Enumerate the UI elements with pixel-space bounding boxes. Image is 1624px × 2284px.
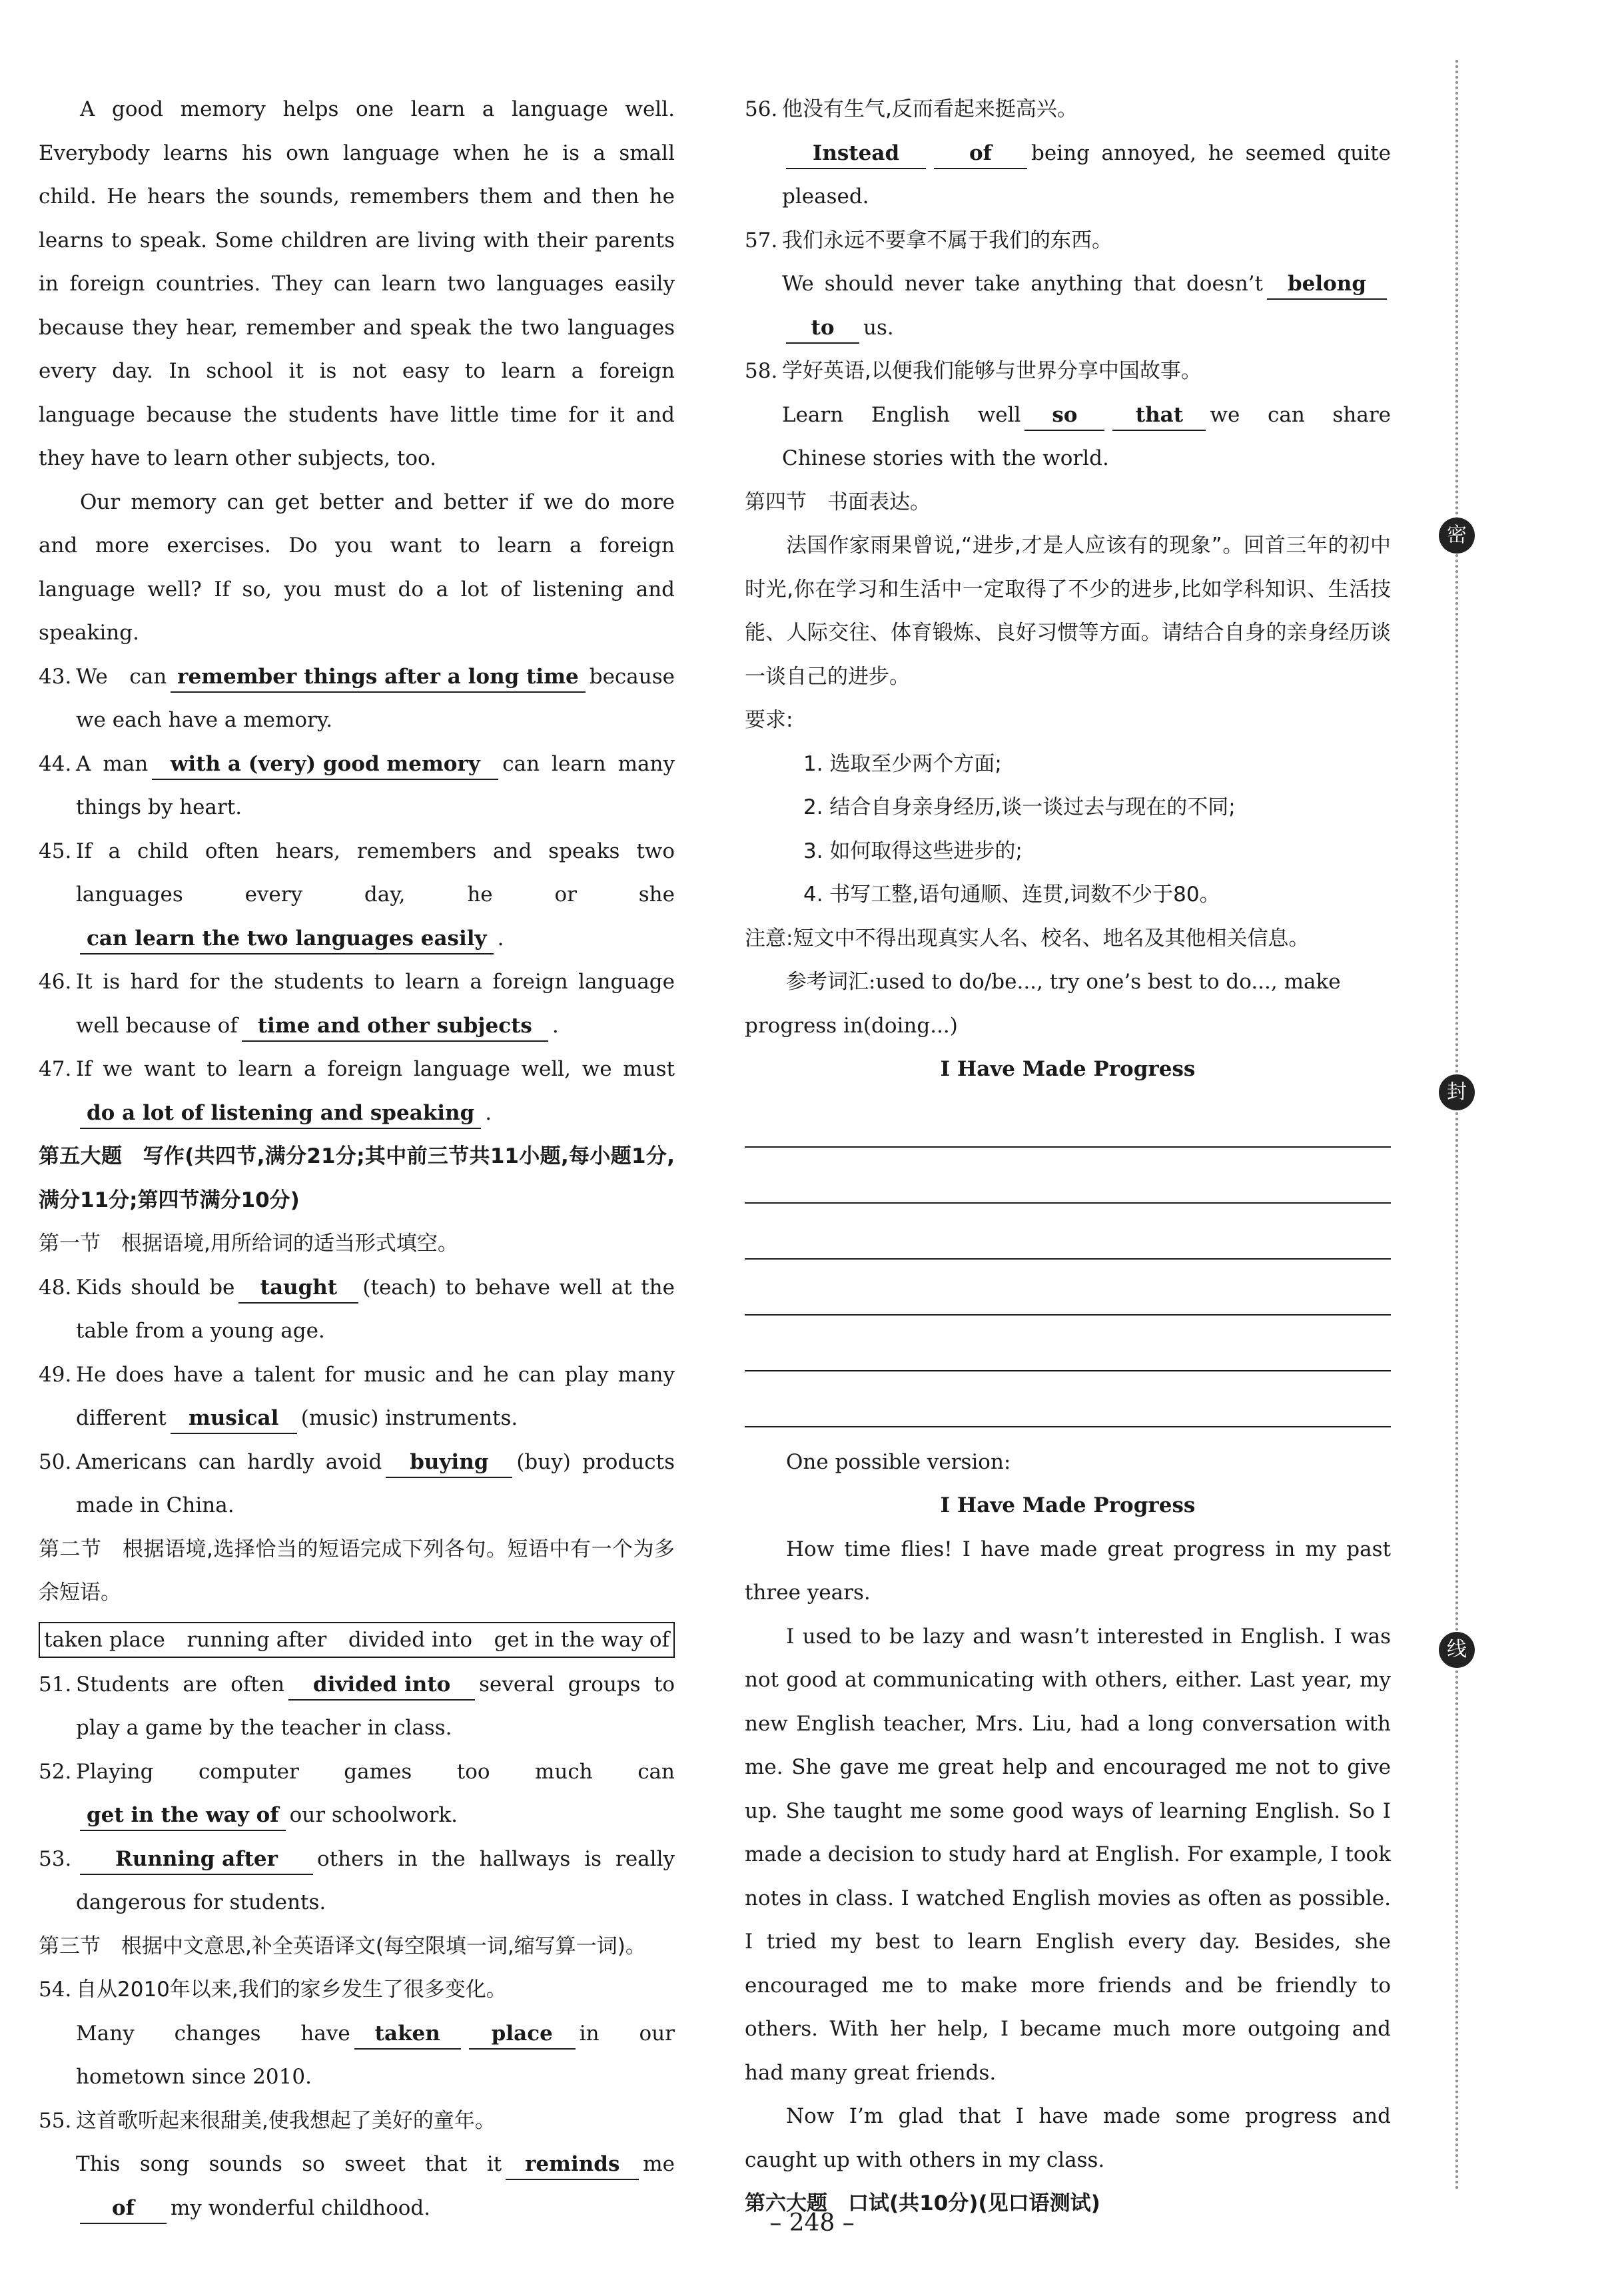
question-text: my wonderful childhood.: [171, 2195, 431, 2220]
phrase-option: get in the way of: [494, 1627, 669, 1652]
question-text: me: [643, 2152, 675, 2176]
question-number: 46.: [39, 970, 72, 994]
question-49: [39, 1353, 675, 1441]
question-number: 45.: [39, 839, 72, 863]
sample-essay-paragraph: I used to be lazy and wasn’t interested in English. I was not good at communicating with others, either. Last year, my new English teacher, Mrs. Liu, had a long conversation with me. She gave me great help and encouraged me not to give up. She taught me some good ways of learning English. So I made a decision to study hard at English. For example, I took notes in class. I watched English movies as often as possible. I tried my best to learn English every day. Besides, she encouraged me to make more friends and be friendly to others. With her help, I became much more outgoing and had many great friends.: [745, 1624, 1391, 2085]
question-number: 43.: [39, 664, 72, 689]
phrase-box: [39, 1622, 675, 1658]
question-number: 48.: [39, 1275, 72, 1300]
question-text: our schoolwork.: [289, 1803, 458, 1827]
question-text: (music) instruments.: [300, 1406, 518, 1430]
question-text: Learn English well: [782, 402, 1021, 427]
section4-title: 第四节 书面表达。: [745, 490, 931, 514]
question-46: [39, 960, 675, 1048]
requirement-item: 1. 选取至少两个方面;: [803, 751, 1002, 776]
writing-line[interactable]: [745, 1148, 1391, 1204]
question-number: 58.: [745, 359, 778, 383]
version-label: One possible version:: [786, 1449, 1011, 1474]
question-number: 56.: [745, 97, 778, 121]
answer-blank: taught: [238, 1273, 358, 1304]
question-44: [39, 743, 675, 830]
question-56: [745, 88, 1391, 219]
answer-blank: do a lot of listening and speaking: [80, 1098, 481, 1129]
requirement-item: 4. 书写工整,语句通顺、连贯,词数不少于80。: [803, 883, 1220, 907]
question-number: 54.: [39, 1978, 72, 2002]
chinese-sentence: 他没有生气,反而看起来挺高兴。: [782, 97, 1078, 121]
question-50: [39, 1441, 675, 1528]
right-column: [745, 88, 1391, 2226]
answer-blank: reminds: [506, 2149, 639, 2180]
answer-blank: taken: [354, 2019, 461, 2050]
seal-dotted-line: [1455, 60, 1458, 2191]
question-text: us.: [863, 315, 894, 340]
chinese-sentence: 我们永远不要拿不属于我们的东西。: [782, 228, 1112, 252]
question-48: [39, 1266, 675, 1353]
question-text: It is hard for the students to learn a foreign language well because of: [76, 970, 675, 1038]
question-45: [39, 830, 675, 961]
phrase-option: running after: [187, 1627, 327, 1652]
question-54: [39, 1968, 675, 2099]
question-text: because we each have a memory.: [76, 664, 675, 732]
answer-blank: of: [934, 139, 1027, 169]
left-column: [39, 88, 675, 2230]
answer-blank: remember things after a long time: [171, 662, 586, 693]
question-text: We should never take anything that doesn’t: [782, 272, 1263, 296]
question-text: can learn many things by heart.: [76, 751, 675, 819]
question-text: Students are often: [76, 1672, 285, 1697]
seal-mark-feng: 封: [1439, 1074, 1475, 1110]
writing-line[interactable]: [745, 1204, 1391, 1260]
question-number: 52.: [39, 1759, 72, 1784]
requirements-label: 要求:: [745, 708, 793, 732]
question-number: 53.: [39, 1846, 72, 1871]
question-number: 50.: [39, 1449, 72, 1474]
note: 注意:短文中不得出现真实人名、校名、地名及其他相关信息。: [745, 926, 1310, 951]
requirement-item: 3. 如何取得这些进步的;: [803, 839, 1022, 863]
answer-blank: to: [786, 313, 859, 344]
answer-blank: with a (very) good memory: [152, 749, 498, 780]
question-number: 57.: [745, 228, 778, 252]
question-text: A man: [76, 751, 149, 776]
answer-blank: place: [469, 2019, 576, 2050]
question-text: Americans can hardly avoid: [76, 1449, 382, 1474]
answer-blank: can learn the two languages easily: [80, 924, 494, 954]
answer-blank: of: [80, 2193, 167, 2224]
question-text: .: [497, 926, 504, 951]
question-text: Playing computer games too much can: [76, 1759, 675, 1784]
seal-mark-mi: 密: [1439, 518, 1475, 554]
part6-title: 第六大题 口试(共10分)(见口语测试): [745, 2191, 1100, 2215]
question-number: 49.: [39, 1362, 72, 1387]
question-text: being annoyed, he seemed quite pleased.: [782, 141, 1391, 208]
answer-blank: so: [1024, 400, 1104, 431]
question-text: (buy) products made in China.: [76, 1449, 675, 1517]
chinese-sentence: 自从2010年以来,我们的家乡发生了很多变化。: [76, 1978, 507, 2002]
question-text: If a child often hears, remembers and speaks two languages every day, he or she: [76, 839, 675, 907]
answer-blank: divided into: [288, 1670, 475, 1701]
section3-title: 第三节 根据中文意思,补全英语译文(每空限填一词,缩写算一词)。: [39, 1934, 646, 1958]
question-number: 44.: [39, 751, 72, 776]
answer-blank: get in the way of: [80, 1800, 286, 1831]
question-text: Kids should be: [76, 1275, 235, 1300]
chinese-sentence: 这首歌听起来很甜美,使我想起了美好的童年。: [76, 2108, 496, 2133]
question-text: This song sounds so sweet that it: [76, 2152, 502, 2176]
question-number: 51.: [39, 1672, 72, 1697]
question-57: [745, 219, 1391, 350]
phrase-option: taken place: [44, 1627, 165, 1652]
sample-essay-title: I Have Made Progress: [940, 1493, 1196, 1517]
writing-line[interactable]: [745, 1316, 1391, 1371]
question-52: [39, 1750, 675, 1838]
essay-title: I Have Made Progress: [940, 1057, 1196, 1081]
question-text: we can share Chinese stories with the world.: [782, 402, 1391, 470]
writing-line[interactable]: [745, 1371, 1391, 1427]
question-text: .: [552, 1013, 559, 1038]
sample-essay-paragraph: How time flies! I have made great progress in my past three years.: [745, 1537, 1391, 1605]
part5-title: 第五大题 写作(共四节,满分21分;其中前三节共11小题,每小题1分,满分11分;第四节满分10分): [39, 1144, 675, 1212]
sample-essay-paragraph: Now I’m glad that I have made some progress and caught up with others in my class.: [745, 2104, 1391, 2172]
writing-prompt: 法国作家雨果曾说,“进步,才是人应该有的现象”。回首三年的初中时光,你在学习和生活中一定取得了不少的进步,比如学科知识、生活技能、人际交往、体育锻炼、良好习惯等方面。请结合自身的亲身经历谈一谈自己的进步。: [745, 534, 1391, 689]
page-number: – 248 –: [769, 2209, 855, 2237]
answer-blank: buying: [386, 1447, 512, 1478]
requirement-item: 2. 结合自身亲身经历,谈一谈过去与现在的不同;: [803, 795, 1236, 819]
answer-blank: time and other subjects: [242, 1011, 548, 1042]
question-text: Many changes have: [76, 2021, 350, 2046]
question-text: .: [485, 1100, 492, 1125]
question-text: (teach) to behave well at the table from a young age.: [76, 1275, 675, 1343]
answer-blank: that: [1112, 400, 1206, 431]
answer-blank: Instead: [786, 139, 926, 169]
question-text: in our hometown since 2010.: [76, 2021, 675, 2089]
vocabulary-hint: 参考词汇:used to do/be..., try one’s best to do..., make progress in(doing...): [745, 970, 1341, 1038]
question-43: [39, 655, 675, 743]
writing-line[interactable]: [745, 1092, 1391, 1148]
question-number: 55.: [39, 2108, 72, 2133]
question-number: 47.: [39, 1057, 72, 1081]
passage-paragraph-2: Our memory can get better and better if we do more and more exercises. Do you want to learn a foreign language well? If so, you must do a lot of listening and speaking.: [39, 490, 675, 645]
question-58: [745, 350, 1391, 481]
question-51: [39, 1663, 675, 1750]
question-text: others in the hallways is really dangerous for students.: [76, 1846, 675, 1914]
question-text: If we want to learn a foreign language well, we must: [76, 1057, 675, 1081]
question-text: He does have a talent for music and he can play many different: [76, 1362, 675, 1430]
answer-blank: Running after: [80, 1844, 313, 1875]
chinese-sentence: 学好英语,以便我们能够与世界分享中国故事。: [782, 359, 1202, 383]
seal-mark-xian: 线: [1439, 1632, 1475, 1668]
question-text: several groups to play a game by the teacher in class.: [76, 1672, 675, 1740]
answer-blank: belong: [1267, 269, 1387, 300]
answer-blank: musical: [171, 1403, 297, 1434]
section2-title: 第二节 根据语境,选择恰当的短语完成下列各句。短语中有一个为多余短语。: [39, 1537, 675, 1605]
question-53: [39, 1838, 675, 1925]
writing-line[interactable]: [745, 1260, 1391, 1316]
section1-title: 第一节 根据语境,用所给词的适当形式填空。: [39, 1232, 458, 1256]
question-text: We can: [76, 664, 167, 689]
question-47: [39, 1048, 675, 1135]
passage-paragraph-1: A good memory helps one learn a language well. Everybody learns his own language when he is a small child. He hears the sounds, remembers them and then he learns to speak. Some children are living with their parents in foreign countries. They can learn two languages easily because they hear, remember and speak the two languages every day. In school it is not easy to learn a foreign language because the students have little time for it and they have to learn other subjects, too.: [39, 97, 675, 470]
phrase-option: divided into: [348, 1627, 472, 1652]
writing-lines: [745, 1092, 1391, 1427]
